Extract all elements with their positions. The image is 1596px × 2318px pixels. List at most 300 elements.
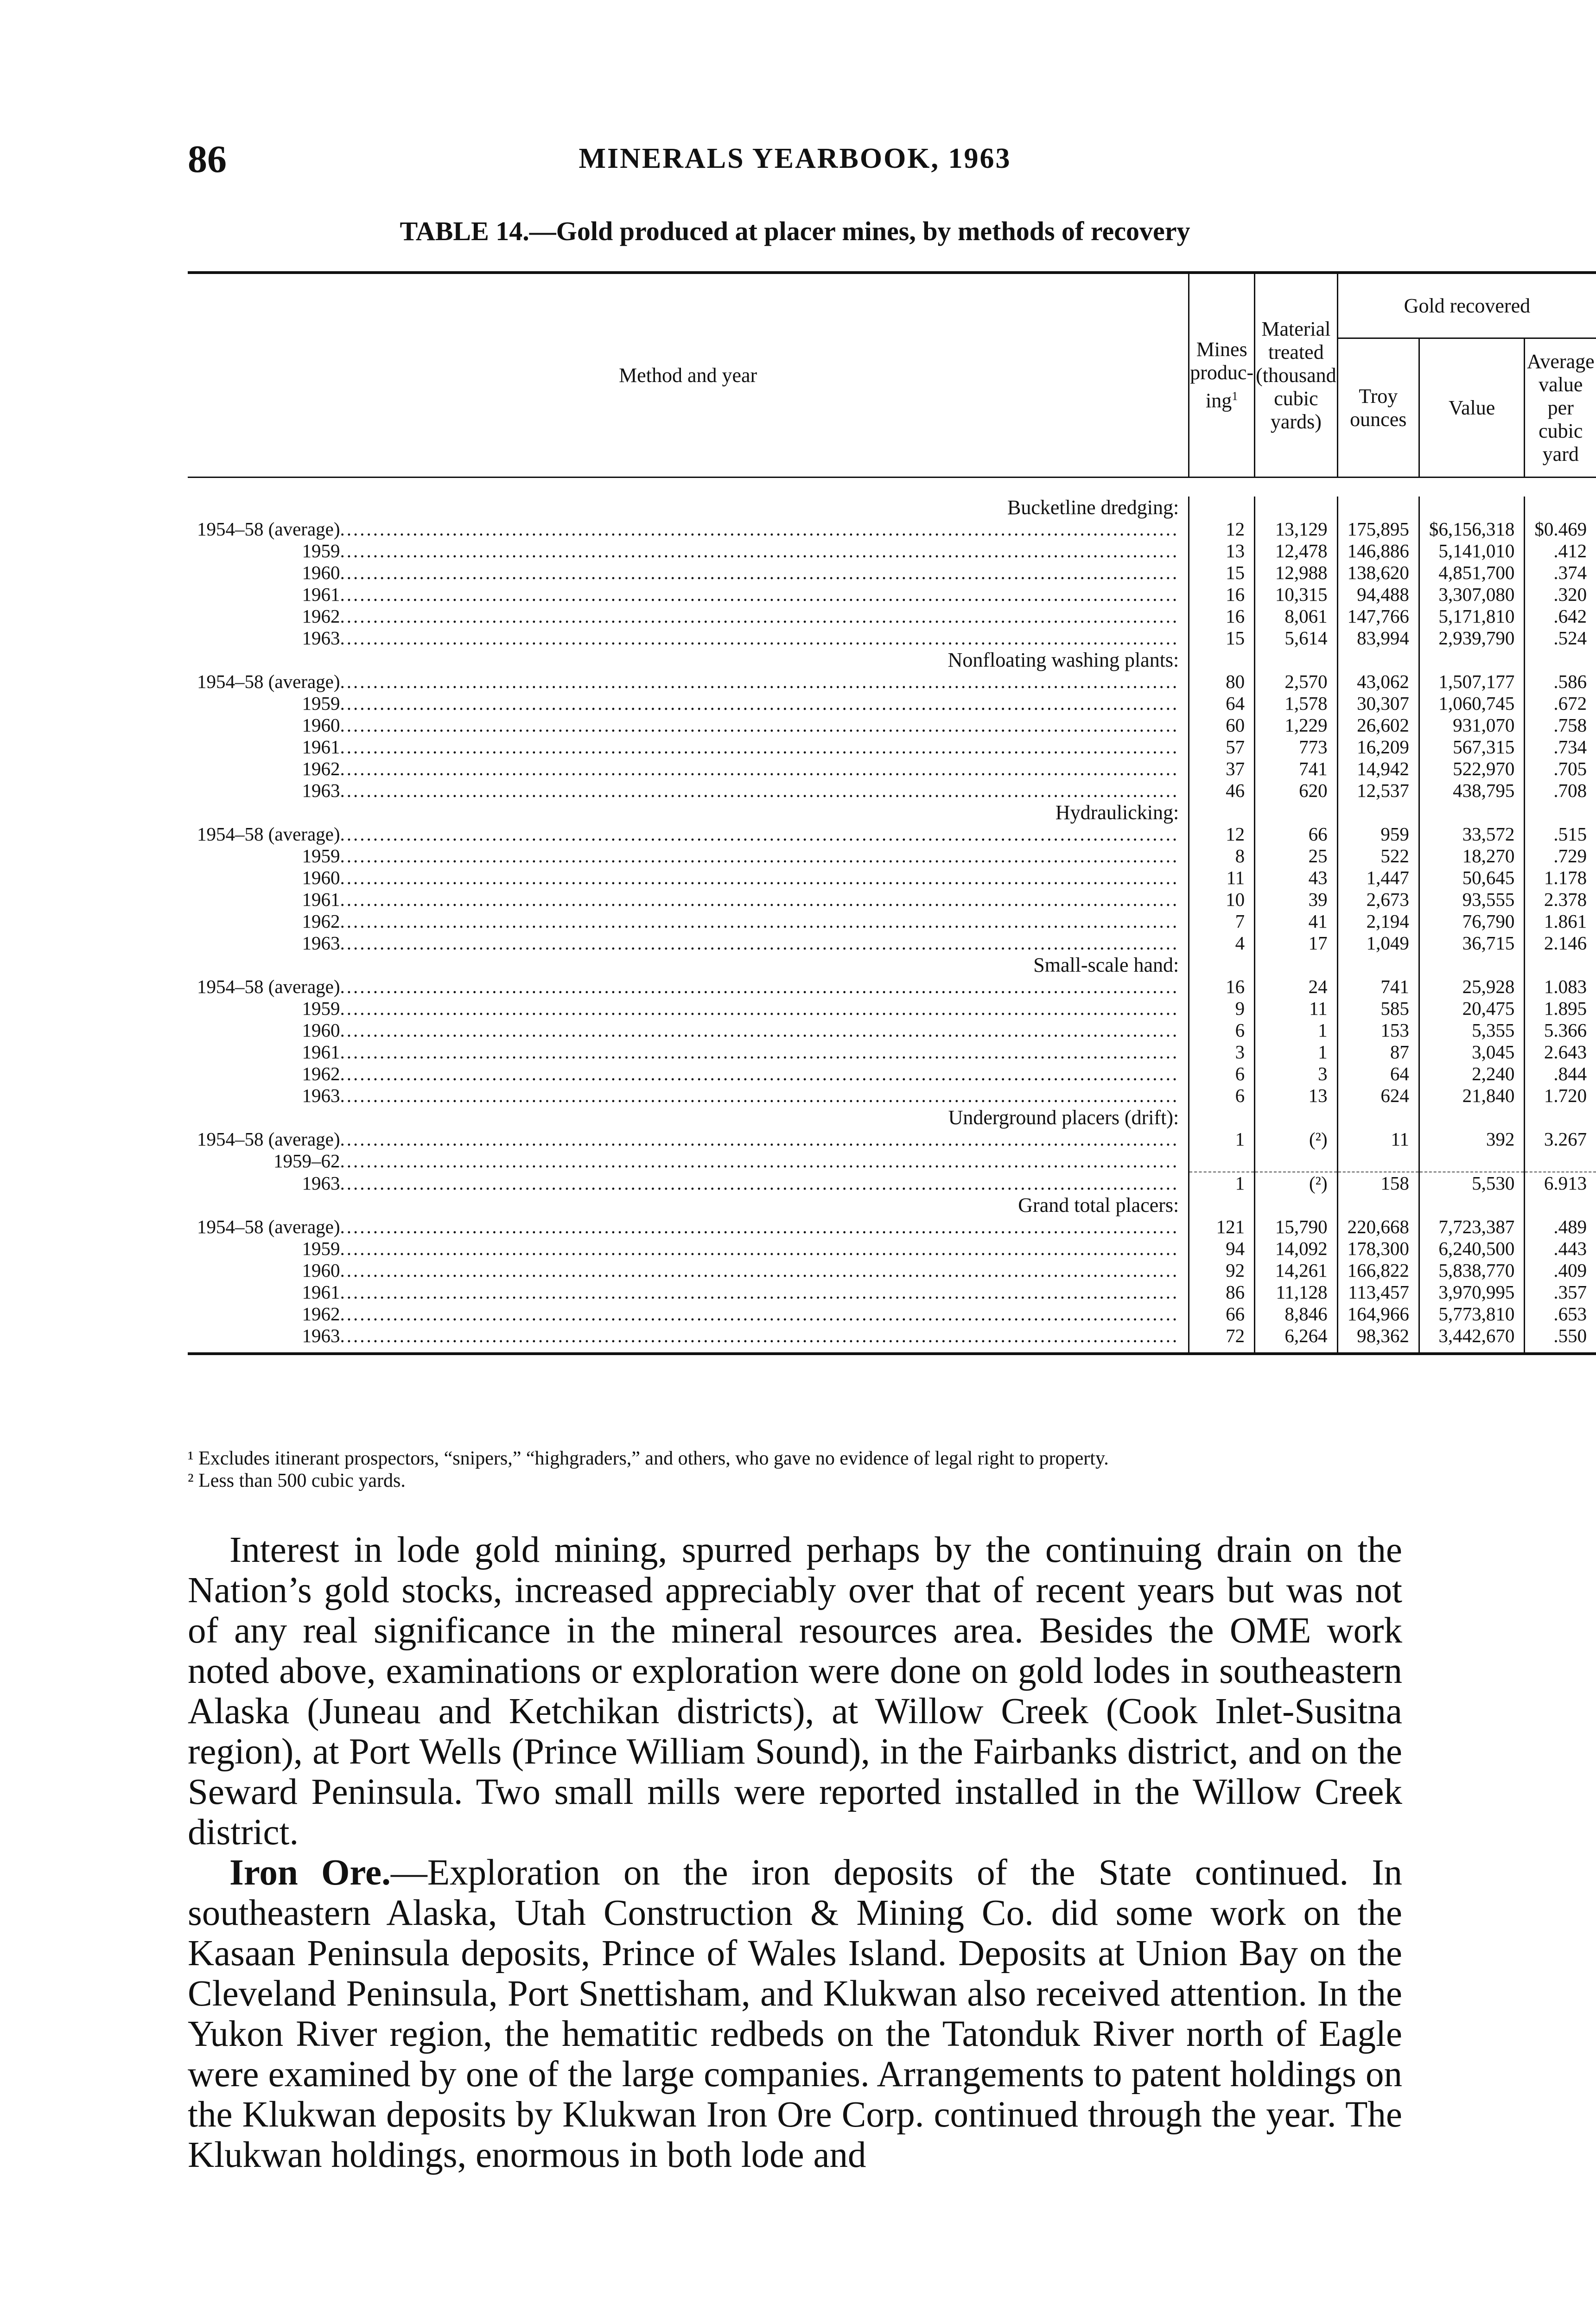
- cell-mines: 72: [1189, 1325, 1255, 1354]
- group-header-row: [188, 649, 1596, 671]
- cell-value: $6,156,318: [1419, 518, 1525, 540]
- cell-avg: 1.720: [1525, 1085, 1596, 1107]
- group-header-row: [188, 497, 1596, 518]
- row-year-label: 1959: [302, 845, 340, 866]
- cell-troy: 94,488: [1337, 584, 1419, 605]
- row-year: [188, 584, 1189, 605]
- cell-troy: 14,942: [1337, 758, 1419, 780]
- leader-dots: [340, 1128, 1179, 1150]
- row-year: [188, 1085, 1189, 1107]
- cell-troy: 178,300: [1337, 1238, 1419, 1260]
- cell-troy: 30,307: [1337, 693, 1419, 714]
- cell-value: 5,355: [1419, 1019, 1525, 1041]
- table-row: [188, 867, 1596, 889]
- row-year-label: 1960: [302, 562, 340, 583]
- cell-mines: 94: [1189, 1238, 1255, 1260]
- leader-dots: [340, 1041, 1179, 1063]
- cell-value: 5,171,810: [1419, 605, 1525, 627]
- table-row: [188, 584, 1596, 605]
- cell-material: 8,846: [1255, 1303, 1338, 1325]
- group-label: Grand total placers:: [1018, 1194, 1179, 1216]
- cell-mines: 8: [1189, 845, 1255, 867]
- cell-material: 13,129: [1255, 518, 1338, 540]
- empty-cell: [1255, 497, 1338, 518]
- cell-value: 5,530: [1419, 1172, 1525, 1194]
- cell-value: 50,645: [1419, 867, 1525, 889]
- empty-cell: [1189, 954, 1255, 976]
- cell-material: 43: [1255, 867, 1338, 889]
- empty-cell: [1189, 802, 1255, 823]
- cell-avg: .705: [1525, 758, 1596, 780]
- cell-value: 18,270: [1419, 845, 1525, 867]
- cell-avg: $0.469: [1525, 518, 1596, 540]
- page-header: [188, 137, 1402, 181]
- table-row: [188, 998, 1596, 1019]
- cell-mines: 1: [1189, 1128, 1255, 1150]
- cell-avg: .357: [1525, 1281, 1596, 1303]
- row-year-label: 1961: [302, 889, 340, 910]
- row-year: [188, 627, 1189, 649]
- cell-value: 3,307,080: [1419, 584, 1525, 605]
- cell-mines: 6: [1189, 1063, 1255, 1085]
- cell-avg: .734: [1525, 736, 1596, 758]
- table-row: [188, 823, 1596, 845]
- cell-value: 392: [1419, 1128, 1525, 1150]
- cell-avg: 2.146: [1525, 932, 1596, 954]
- cell-mines: 57: [1189, 736, 1255, 758]
- cell-troy: 64: [1337, 1063, 1419, 1085]
- cell-value: 931,070: [1419, 714, 1525, 736]
- empty-cell: [1525, 802, 1596, 823]
- empty-cell: [1337, 1107, 1419, 1128]
- leader-dots: [340, 867, 1179, 888]
- empty-cell: [1419, 954, 1525, 976]
- cell-mines: 4: [1189, 932, 1255, 954]
- empty-cell: [1337, 954, 1419, 976]
- row-year: [188, 540, 1189, 562]
- cell-mines: 64: [1189, 693, 1255, 714]
- table-row: [188, 1085, 1596, 1107]
- cell-troy: 164,966: [1337, 1303, 1419, 1325]
- cell-mines: 11: [1189, 867, 1255, 889]
- table-row: [188, 911, 1596, 932]
- leader-dots: [340, 911, 1179, 932]
- leader-dots: [340, 1150, 1179, 1172]
- cell-mines: 16: [1189, 584, 1255, 605]
- leader-dots: [340, 1172, 1179, 1194]
- cell-material: 14,092: [1255, 1238, 1338, 1260]
- row-year-label: 1959: [302, 540, 340, 561]
- row-year-label: 1963: [302, 1085, 340, 1106]
- row-year-label: 1954–58 (average): [197, 1216, 340, 1237]
- cell-mines: 60: [1189, 714, 1255, 736]
- cell-material: 12,988: [1255, 562, 1338, 584]
- row-year-label: 1954–58 (average): [197, 976, 340, 997]
- cell-troy: 166,822: [1337, 1260, 1419, 1281]
- cell-material: 41: [1255, 911, 1338, 932]
- row-year-label: 1954–58 (average): [197, 1128, 340, 1150]
- cell-avg: 1.178: [1525, 867, 1596, 889]
- row-year-label: 1959: [302, 998, 340, 1019]
- footnote-1: ¹ Excludes itinerant prospectors, “snipers,” “highgraders,” and others, who gave no evidence of legal right to property.: [188, 1448, 1109, 1469]
- cell-value: 7,723,387: [1419, 1216, 1525, 1238]
- col-mines: [1189, 273, 1255, 478]
- cell-troy: 138,620: [1337, 562, 1419, 584]
- row-year-label: 1960: [302, 714, 340, 736]
- table-row: [188, 1019, 1596, 1041]
- cell-avg: .758: [1525, 714, 1596, 736]
- cell-troy: 522: [1337, 845, 1419, 867]
- group-label: Underground placers (drift):: [948, 1106, 1179, 1129]
- cell-avg: 5.366: [1525, 1019, 1596, 1041]
- group-header-row: [188, 1194, 1596, 1216]
- cell-troy: 43,062: [1337, 671, 1419, 693]
- cell-material: 11,128: [1255, 1281, 1338, 1303]
- leader-dots: [340, 823, 1179, 845]
- cell-value: 2,939,790: [1419, 627, 1525, 649]
- cell-mines: 12: [1189, 518, 1255, 540]
- leader-dots: [340, 627, 1179, 649]
- cell-material: 10,315: [1255, 584, 1338, 605]
- cell-avg: .489: [1525, 1216, 1596, 1238]
- row-year: [188, 1260, 1189, 1281]
- cell-material: 1: [1255, 1041, 1338, 1063]
- leader-dots: [340, 976, 1179, 997]
- cell-mines: 6: [1189, 1085, 1255, 1107]
- cell-value: 21,840: [1419, 1085, 1525, 1107]
- cell-material: 3: [1255, 1063, 1338, 1085]
- leader-dots: [340, 671, 1179, 692]
- cell-troy: 175,895: [1337, 518, 1419, 540]
- cell-troy: 2,673: [1337, 889, 1419, 911]
- cell-troy: 585: [1337, 998, 1419, 1019]
- cell-mines: 12: [1189, 823, 1255, 845]
- cell-material: 12,478: [1255, 540, 1338, 562]
- empty-cell: [1419, 1107, 1525, 1128]
- cell-mines: 66: [1189, 1303, 1255, 1325]
- cell-material: 15,790: [1255, 1216, 1338, 1238]
- leader-dots: [340, 758, 1179, 779]
- row-year: [188, 736, 1189, 758]
- row-year: [188, 562, 1189, 584]
- leader-dots: [340, 714, 1179, 736]
- row-year: [188, 998, 1189, 1019]
- cell-avg: [1525, 1150, 1596, 1172]
- cell-avg: .443: [1525, 1238, 1596, 1260]
- table-row: [188, 540, 1596, 562]
- row-year-label: 1961: [302, 584, 340, 605]
- cell-value: 20,475: [1419, 998, 1525, 1019]
- cell-material: [1255, 1150, 1338, 1172]
- paragraph-gold-lode: Interest in lode gold mining, spurred perhaps by the continuing drain on the Nation’s gold stocks, increased appreciably over that of recent years but was not of any real significance in the mineral resources area. Besides the OME work noted above, examinations or exploration were done on gold lodes in southeastern Alaska (Juneau and Ketchikan districts), at Willow Creek (Cook Inlet-Susitna region), at Port Wells (Prince William Sound), in the Fairbanks district, and on the Seward Peninsula. Two small mills were reported installed in the Willow Creek district.: [188, 1530, 1402, 1853]
- table-row: [188, 1238, 1596, 1260]
- cell-mines: 121: [1189, 1216, 1255, 1238]
- cell-troy: 153: [1337, 1019, 1419, 1041]
- row-year: [188, 845, 1189, 867]
- cell-avg: 1.083: [1525, 976, 1596, 998]
- cell-material: 25: [1255, 845, 1338, 867]
- empty-cell: [1525, 649, 1596, 671]
- table-row: [188, 693, 1596, 714]
- leader-dots: [340, 1238, 1179, 1259]
- row-year: [188, 1325, 1189, 1354]
- row-year-label: 1962: [302, 1063, 340, 1084]
- group-label: Nonfloating washing plants:: [947, 649, 1179, 671]
- empty-cell: [1337, 1194, 1419, 1216]
- table-row: [188, 1216, 1596, 1238]
- gold-table: [188, 271, 1596, 1355]
- cell-troy: 1,049: [1337, 932, 1419, 954]
- row-year: [188, 1281, 1189, 1303]
- cell-troy: 220,668: [1337, 1216, 1419, 1238]
- cell-material: 66: [1255, 823, 1338, 845]
- row-year: [188, 758, 1189, 780]
- cell-mines: 7: [1189, 911, 1255, 932]
- cell-avg: .524: [1525, 627, 1596, 649]
- cell-value: 3,970,995: [1419, 1281, 1525, 1303]
- empty-cell: [1189, 1194, 1255, 1216]
- cell-material: 1,578: [1255, 693, 1338, 714]
- group-header-row: [188, 1107, 1596, 1128]
- row-year-label: 1963: [302, 1172, 340, 1194]
- cell-troy: 146,886: [1337, 540, 1419, 562]
- table-row: [188, 845, 1596, 867]
- cell-material: 11: [1255, 998, 1338, 1019]
- table-row: [188, 736, 1596, 758]
- col-troy: Troy ounces: [1337, 338, 1419, 478]
- row-year-label: 1959: [302, 1238, 340, 1259]
- table-row: [188, 1041, 1596, 1063]
- empty-cell: [1419, 649, 1525, 671]
- cell-troy: 113,457: [1337, 1281, 1419, 1303]
- cell-troy: 624: [1337, 1085, 1419, 1107]
- row-year-label: 1960: [302, 867, 340, 888]
- cell-mines: 15: [1189, 627, 1255, 649]
- cell-mines: 9: [1189, 998, 1255, 1019]
- cell-mines: 46: [1189, 780, 1255, 802]
- footnote-ref-1: 1: [1232, 389, 1238, 403]
- cell-avg: .844: [1525, 1063, 1596, 1085]
- cell-mines: 3: [1189, 1041, 1255, 1063]
- group-label: Bucketline dredging:: [1007, 496, 1179, 519]
- cell-troy: 16,209: [1337, 736, 1419, 758]
- cell-avg: 6.913: [1525, 1172, 1596, 1194]
- leader-dots: [340, 1303, 1179, 1325]
- empty-cell: [1189, 1107, 1255, 1128]
- leader-dots: [340, 1281, 1179, 1303]
- empty-cell: [1525, 497, 1596, 518]
- cell-mines: 15: [1189, 562, 1255, 584]
- empty-cell: [1525, 954, 1596, 976]
- row-year: [188, 932, 1189, 954]
- runin-heading-iron-ore: Iron Ore.: [229, 1853, 391, 1893]
- empty-cell: [1189, 497, 1255, 518]
- empty-cell: [1525, 1194, 1596, 1216]
- table-row: [188, 1325, 1596, 1354]
- table-row: [188, 562, 1596, 584]
- cell-mines: 10: [1189, 889, 1255, 911]
- cell-mines: 1: [1189, 1172, 1255, 1194]
- group-header-row: [188, 954, 1596, 976]
- cell-avg: .642: [1525, 605, 1596, 627]
- cell-value: 2,240: [1419, 1063, 1525, 1085]
- cell-material: 14,261: [1255, 1260, 1338, 1281]
- table-row: [188, 780, 1596, 802]
- cell-troy: 98,362: [1337, 1325, 1419, 1354]
- cell-material: 39: [1255, 889, 1338, 911]
- leader-dots: [340, 540, 1179, 561]
- cell-value: [1419, 1150, 1525, 1172]
- leader-dots: [340, 518, 1179, 540]
- cell-troy: [1337, 1150, 1419, 1172]
- empty-cell: [1525, 1107, 1596, 1128]
- cell-avg: .374: [1525, 562, 1596, 584]
- row-year: [188, 693, 1189, 714]
- row-year-label: 1960: [302, 1019, 340, 1041]
- cell-avg: .409: [1525, 1260, 1596, 1281]
- cell-troy: 959: [1337, 823, 1419, 845]
- cell-avg: .515: [1525, 823, 1596, 845]
- row-year-label: 1962: [302, 911, 340, 932]
- table-row: [188, 1063, 1596, 1085]
- cell-value: 33,572: [1419, 823, 1525, 845]
- cell-avg: 1.861: [1525, 911, 1596, 932]
- cell-avg: .708: [1525, 780, 1596, 802]
- cell-troy: 11: [1337, 1128, 1419, 1150]
- cell-value: 438,795: [1419, 780, 1525, 802]
- cell-mines: 13: [1189, 540, 1255, 562]
- row-year-label: 1961: [302, 1281, 340, 1303]
- row-year-label: 1959–62: [273, 1150, 340, 1172]
- table-row: [188, 627, 1596, 649]
- table-spacer-row: [188, 478, 1596, 497]
- row-year: [188, 976, 1189, 998]
- table-row: [188, 518, 1596, 540]
- leader-dots: [340, 845, 1179, 866]
- cell-value: 3,045: [1419, 1041, 1525, 1063]
- row-year: [188, 1128, 1189, 1150]
- cell-avg: .653: [1525, 1303, 1596, 1325]
- row-year-label: 1962: [302, 1303, 340, 1325]
- leader-dots: [340, 605, 1179, 627]
- cell-troy: 2,194: [1337, 911, 1419, 932]
- cell-avg: .412: [1525, 540, 1596, 562]
- cell-material: 5,614: [1255, 627, 1338, 649]
- page-number: 86: [188, 138, 227, 181]
- cell-mines: 16: [1189, 605, 1255, 627]
- cell-material: 620: [1255, 780, 1338, 802]
- cell-value: 93,555: [1419, 889, 1525, 911]
- row-year: [188, 1172, 1189, 1194]
- running-title: MINERALS YEARBOOK, 1963: [579, 143, 1011, 174]
- row-year-label: 1954–58 (average): [197, 671, 340, 692]
- cell-value: 6,240,500: [1419, 1238, 1525, 1260]
- empty-cell: [1255, 649, 1338, 671]
- cell-material: 773: [1255, 736, 1338, 758]
- cell-material: 17: [1255, 932, 1338, 954]
- cell-troy: 147,766: [1337, 605, 1419, 627]
- cell-value: 36,715: [1419, 932, 1525, 954]
- cell-troy: 1,447: [1337, 867, 1419, 889]
- cell-avg: .320: [1525, 584, 1596, 605]
- table-row: [188, 976, 1596, 998]
- table-row: [188, 758, 1596, 780]
- empty-cell: [1419, 802, 1525, 823]
- cell-material: 741: [1255, 758, 1338, 780]
- cell-mines: 80: [1189, 671, 1255, 693]
- cell-material: 1,229: [1255, 714, 1338, 736]
- cell-troy: 26,602: [1337, 714, 1419, 736]
- cell-troy: 87: [1337, 1041, 1419, 1063]
- cell-material: (²): [1255, 1128, 1338, 1150]
- row-year: [188, 1150, 1189, 1172]
- leader-dots: [340, 889, 1179, 910]
- cell-avg: .729: [1525, 845, 1596, 867]
- row-year: [188, 823, 1189, 845]
- cell-troy: 12,537: [1337, 780, 1419, 802]
- cell-value: 1,060,745: [1419, 693, 1525, 714]
- cell-avg: 1.895: [1525, 998, 1596, 1019]
- col-value: Value: [1419, 338, 1525, 478]
- empty-cell: [1255, 1107, 1338, 1128]
- row-year-label: 1954–58 (average): [197, 518, 340, 540]
- cell-mines: 92: [1189, 1260, 1255, 1281]
- row-year: [188, 671, 1189, 693]
- empty-cell: [1255, 802, 1338, 823]
- row-year: [188, 780, 1189, 802]
- cell-troy: 741: [1337, 976, 1419, 998]
- empty-cell: [1255, 1194, 1338, 1216]
- table-row: [188, 889, 1596, 911]
- row-year-label: 1960: [302, 1260, 340, 1281]
- cell-troy: 83,994: [1337, 627, 1419, 649]
- col-gold-recovered: Gold recovered: [1337, 273, 1596, 338]
- cell-value: 567,315: [1419, 736, 1525, 758]
- empty-cell: [1337, 802, 1419, 823]
- leader-dots: [340, 693, 1179, 714]
- leader-dots: [340, 584, 1179, 605]
- leader-dots: [340, 1085, 1179, 1106]
- table-row: [188, 932, 1596, 954]
- row-year-label: 1963: [302, 932, 340, 954]
- body-text: [188, 1530, 1402, 2175]
- cell-avg: 3.267: [1525, 1128, 1596, 1150]
- table-row: [188, 1303, 1596, 1325]
- row-year: [188, 867, 1189, 889]
- cell-value: 76,790: [1419, 911, 1525, 932]
- leader-dots: [340, 1260, 1179, 1281]
- cell-material: 24: [1255, 976, 1338, 998]
- row-year-label: 1961: [302, 736, 340, 758]
- row-year-label: 1954–58 (average): [197, 823, 340, 845]
- row-year: [188, 1216, 1189, 1238]
- leader-dots: [340, 932, 1179, 954]
- row-year: [188, 518, 1189, 540]
- row-year-label: 1963: [302, 780, 340, 801]
- cell-material: 2,570: [1255, 671, 1338, 693]
- leader-dots: [340, 736, 1179, 758]
- row-year: [188, 1019, 1189, 1041]
- table-row: [188, 1172, 1596, 1194]
- cell-mines: 6: [1189, 1019, 1255, 1041]
- footnote-2: ² Less than 500 cubic yards.: [188, 1470, 406, 1491]
- cell-material: (²): [1255, 1172, 1338, 1194]
- row-year-label: 1963: [302, 1325, 340, 1346]
- group-label: Hydraulicking:: [1055, 801, 1179, 824]
- row-year-label: 1962: [302, 605, 340, 627]
- leader-dots: [340, 1019, 1179, 1041]
- table-body: [188, 478, 1596, 1354]
